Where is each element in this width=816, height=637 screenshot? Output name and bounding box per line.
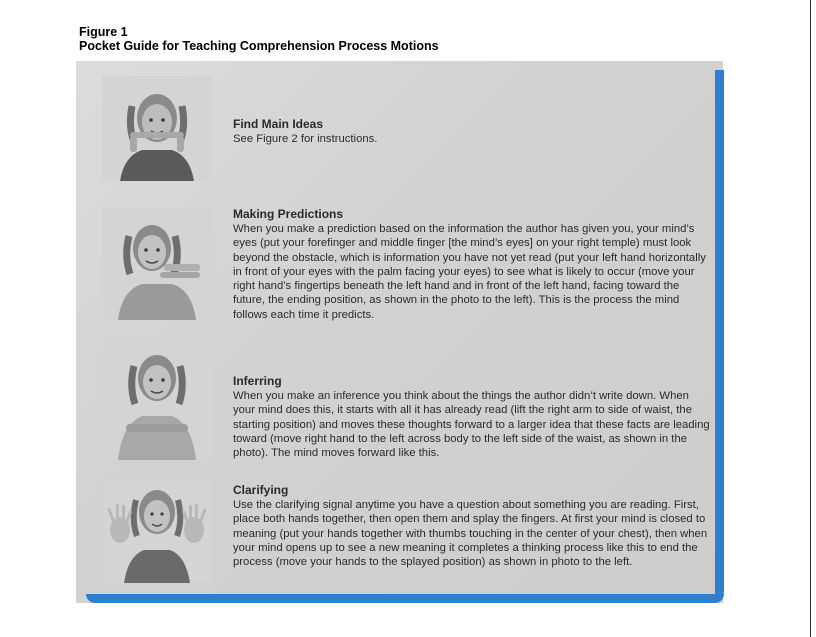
girl-inferring-photo	[102, 340, 212, 460]
entry-title: Making Predictions	[233, 207, 344, 221]
entry-making-predictions	[233, 206, 713, 322]
entry-body: When you make an inference you think about the things the author didn’t write down. When your mind does this, it starts with all it has already read (lift the right arm to side of waist, the starting position) and moves these thoughts forward to a larger idea that these facts are leading toward (move right hand to the left across body to the left side of the waist, as shown in the photo). The mind moves forward like this.	[233, 390, 710, 460]
entry-clarifying	[233, 482, 713, 569]
entry-body: See Figure 2 for instructions.	[233, 133, 378, 145]
page-edge-rule	[810, 0, 811, 637]
girl-framing-hands-photo	[102, 76, 212, 181]
entry-title: Clarifying	[233, 483, 289, 497]
entry-body: When you make a prediction based on the information the author has given you, your mind’s eyes (put your forefinger and middle finger [the mind’s eyes] on your right temple) must look beyond the obstacle, which is information you have not yet read (put your left hand horizontally in front of your eyes with the palm facing your eyes) to see what is likely to occur (move your right hand’s fingertips beneath the left hand and in front of the left hand, facing toward the future, the ending position, as shown in the photo to the left). This is the process the mind follows each time it predicts.	[233, 223, 706, 321]
entry-body: Use the clarifying signal anytime you have a question about something you are reading. First, place both hands together, then open them and splay the fingers. At first your mind is closed to meaning (put your hands together with thumbs touching in the center of your chest), then when your mind opens up to see a new meaning it completes a thinking process like this to end the process (move your hands to the splayed position) as shown in photo to the left.	[233, 499, 708, 569]
card-border-bottom	[86, 594, 724, 603]
entry-title: Inferring	[233, 374, 282, 388]
girl-predicting-photo	[102, 208, 212, 320]
girl-clarifying-photo	[102, 478, 212, 583]
card-border-right	[715, 70, 724, 600]
figure-label: Figure 1	[79, 25, 128, 39]
entry-title: Find Main Ideas	[233, 117, 324, 131]
figure-title: Pocket Guide for Teaching Comprehension Process Motions	[79, 39, 439, 53]
entry-find-main-ideas	[233, 116, 713, 146]
entry-inferring	[233, 373, 713, 460]
